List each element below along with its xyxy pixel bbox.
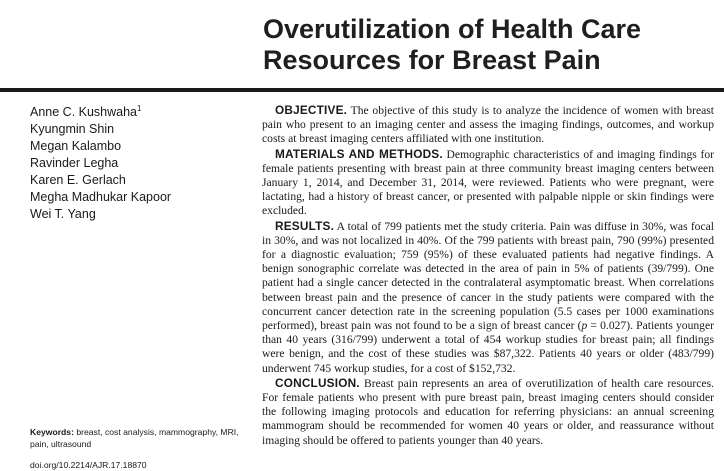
article-title: Overutilization of Health Care Resources for Breast Pain — [263, 14, 642, 75]
affiliation-marker: 1 — [137, 103, 142, 113]
author-name: Megan Kalambo — [30, 139, 122, 153]
methods-heading: MATERIALS AND METHODS. — [275, 146, 443, 161]
abstract-methods — [262, 147, 714, 219]
author-list — [30, 104, 250, 223]
doi: doi.org/10.2214/AJR.17.18870 — [30, 460, 147, 470]
author-name: Karen E. Gerlach — [30, 173, 126, 187]
abstract-objective — [262, 103, 714, 147]
results-heading: RESULTS. — [275, 218, 335, 233]
objective-text: The objective of this study is to analyze the incidence of women with breast pain who present to an imaging center and assess the imaging findings, outcomes, and workup costs at breast imaging centers affiliated with one institution. — [262, 104, 714, 146]
keywords — [30, 426, 248, 450]
conclusion-text: Breast pain represents an area of overutilization of health care resources. For female patients who present with pure breast pain, breast imaging centers should consider the following imaging protocols and education for referring physicians: an annual screening mammogram should be recommended for women 40 years or older, and reassurance without imaging should be offered to patients younger than 40 years. — [262, 376, 714, 447]
author-name: Kyungmin Shin — [30, 122, 115, 136]
abstract-results — [262, 219, 714, 376]
conclusion-heading: CONCLUSION. — [275, 375, 360, 390]
abstract — [262, 103, 714, 448]
p-value-symbol: p — [581, 319, 588, 333]
author-name: Wei T. Yang — [30, 207, 96, 221]
title-divider — [0, 88, 724, 92]
author-name: Megha Madhukar Kapoor — [30, 190, 172, 204]
keywords-text: breast, cost analysis, mammography, MRI, pain, ultrasound — [30, 427, 239, 449]
keywords-label: Keywords: — [30, 427, 74, 437]
objective-heading: OBJECTIVE. — [275, 103, 348, 117]
results-text-cont: = 0.027). Patients younger than 40 years (316/799) underwent a total of 454 workup studies for breast pain; all findings were benign, and the cost of these studies was $87,322. Patients 40 years or older (483/799) underwent 745 workup studies, for a cost of $152,732. — [262, 319, 714, 375]
author-name: Ravinder Legha — [30, 156, 119, 170]
abstract-conclusion — [262, 376, 714, 448]
results-text: A total of 799 patients met the study criteria. Pain was diffuse in 30%, was focal in 30%, and was not localized in 40%. Of the 799 patients with breast pain, 790 (99%) presented for a diagnostic evaluation; 759 (95%) of these evaluated patients had negative findings. A benign sonographic correlate was detected in the area of pain in 5% of patients (39/799). One patient had a single cancer detected in the contralateral asymptomatic breast. When correlations between breast pain and the presence of cancer in the study patients were compared with the concurrent cancer detection rate in the screening population (5.5 cases per 1000 examinations performed), breast pain was not found to be a sign of breast cancer ( — [262, 219, 714, 333]
author-name: Anne C. Kushwaha$^1$ — [30, 103, 142, 119]
methods-text: Demographic characteristics of and imaging findings for female patients presenting with breast pain at three community breast imaging centers between January 1, 2014, and December 31, 2014, were reviewed. Patients who were pregnant, were lactating, had a history of breast cancer, or presented with palpable nipple or skin findings were excluded. — [262, 147, 714, 218]
